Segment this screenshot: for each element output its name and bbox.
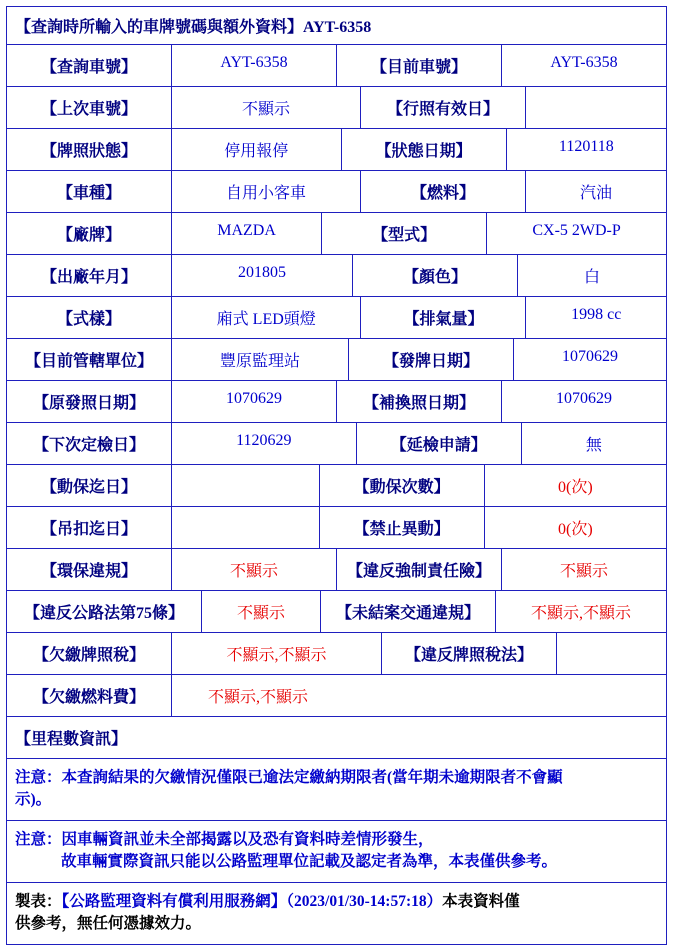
field-value-brand: MAZDA: [172, 213, 322, 254]
field-value-vehicle-type: 自用小客車: [172, 171, 361, 212]
field-label-displacement: 【排氣量】: [361, 297, 526, 338]
footer-site-name: 【公路監理資料有償利用服務網】: [61, 892, 287, 910]
field-value-transfer-ban: 0(次): [558, 521, 593, 538]
footer-row: [7, 882, 667, 944]
table-row: [7, 507, 667, 549]
field-value-unpaid-license-tax: 不顯示,不顯示: [172, 633, 382, 674]
field-label-status-date: 【狀態日期】: [342, 129, 507, 170]
field-value-current-plate: AYT-6358: [550, 54, 618, 71]
field-label-model: 【型式】: [322, 213, 487, 254]
table-row: [7, 87, 667, 129]
field-value-environmental-violation: 不顯示: [172, 549, 337, 590]
title-cell: [7, 7, 667, 45]
field-label-suspension-until: 【吊扣迄日】: [7, 507, 172, 548]
field-label-unpaid-fuel-fee: 【欠繳燃料費】: [7, 675, 172, 716]
field-label-reissue-license-date: 【補換照日期】: [337, 381, 502, 422]
field-value-suspension-until: [172, 507, 320, 548]
field-label-open-traffic-violations: 【未結案交通違規】: [321, 591, 496, 632]
mileage-row: [7, 717, 667, 759]
field-label-brand: 【廠牌】: [7, 213, 172, 254]
field-value-license-valid-date: [526, 87, 666, 128]
field-value-color: 白: [584, 269, 601, 286]
field-label-inspection-extension: 【延檢申請】: [357, 423, 522, 464]
field-value-chattel-mortgage-until: [172, 465, 320, 506]
field-value-next-inspection-date: 1120629: [172, 423, 357, 464]
field-value-plate-status: 停用報停: [172, 129, 342, 170]
field-value-displacement: 1998 cc: [571, 306, 622, 323]
footer-tail-1: 本表資料僅: [442, 892, 520, 910]
field-value-highway-act-75: 不顯示: [202, 591, 321, 632]
note-2-prefix: 注意：: [15, 830, 62, 848]
table-row: [7, 45, 667, 87]
field-value-unpaid-fuel-fee: 不顯示,不顯示: [208, 689, 309, 706]
note-2-line1: 因車輛資訊並未全部揭露以及恐有資料時差情形發生，: [61, 830, 434, 848]
query-title-value: AYT-6358: [303, 19, 372, 36]
table-row: [7, 549, 667, 591]
field-value-previous-plate: 不顯示: [172, 87, 361, 128]
table-row: [7, 129, 667, 171]
field-label-mileage-info: 【里程數資訊】: [15, 731, 128, 748]
field-value-query-plate: AYT-6358: [172, 45, 337, 86]
field-label-style: 【式樣】: [7, 297, 172, 338]
field-label-plate-issue-date: 【發牌日期】: [349, 339, 514, 380]
field-label-current-plate: 【目前車號】: [337, 45, 502, 86]
footer-tail-2: 供參考，無任何憑據效力。: [15, 915, 202, 933]
field-label-original-license-date: 【原發照日期】: [7, 381, 172, 422]
footer-timestamp: （2023/01/30-14:57:18）: [286, 892, 443, 910]
table-row: [7, 423, 667, 465]
table-title-row: [7, 7, 667, 45]
query-title-label: 【查詢時所輸入的車牌號碼與額外資料】: [15, 19, 304, 36]
field-label-compulsory-insurance-violation: 【違反強制責任險】: [337, 549, 502, 590]
field-value-style: 廂式 LED頭燈: [172, 297, 361, 338]
field-label-transfer-ban: 【禁止異動】: [320, 507, 485, 548]
field-value-open-traffic-violations: 不顯示,不顯示: [530, 605, 631, 622]
field-label-chattel-mortgage-count: 【動保次數】: [320, 465, 485, 506]
table-row: [7, 297, 667, 339]
field-label-next-inspection-date: 【下次定檢日】: [7, 423, 172, 464]
footer-prefix: 製表：: [15, 892, 62, 910]
field-value-compulsory-insurance-violation: 不顯示: [559, 563, 608, 580]
table-row: [7, 675, 667, 717]
field-label-unpaid-license-tax: 【欠繳牌照稅】: [7, 633, 172, 674]
field-label-license-valid-date: 【行照有效日】: [361, 87, 526, 128]
note-row: [7, 759, 667, 821]
note-1-prefix: 注意：: [15, 769, 62, 786]
field-value-chattel-mortgage-count: 0(次): [558, 479, 593, 496]
note-1: [7, 759, 666, 820]
field-value-fuel: 汽油: [579, 185, 612, 202]
note-2: [7, 821, 666, 882]
field-value-reissue-license-date: 1070629: [556, 390, 612, 407]
table-row: [7, 255, 667, 297]
field-label-highway-act-75: 【違反公路法第75條】: [7, 591, 202, 632]
field-label-vehicle-type: 【車種】: [7, 171, 172, 212]
field-value-model: CX-5 2WD-P: [532, 222, 621, 239]
field-value-manufacture-date: 201805: [172, 255, 353, 296]
table-row: [7, 591, 667, 633]
field-label-environmental-violation: 【環保違規】: [7, 549, 172, 590]
note-1-line2: 示)。: [15, 791, 52, 809]
table-row: [7, 381, 667, 423]
field-label-fuel: 【燃料】: [361, 171, 526, 212]
footer-note: [7, 883, 666, 944]
field-label-manufacture-date: 【出廠年月】: [7, 255, 172, 296]
vehicle-info-table: [6, 6, 667, 945]
field-label-current-authority: 【目前管轄單位】: [7, 339, 172, 380]
note-1-line1: 本查詢結果的欠繳情況僅限已逾法定繳納期限者(當年期未逾期限者不會顯: [61, 769, 563, 786]
field-label-chattel-mortgage-until: 【動保迄日】: [7, 465, 172, 506]
field-value-status-date: 1120118: [558, 138, 614, 155]
field-label-plate-status: 【牌照狀態】: [7, 129, 172, 170]
note-row: [7, 820, 667, 882]
field-label-license-tax-act-violation: 【違反牌照稅法】: [382, 633, 557, 674]
field-value-current-authority: 豐原監理站: [172, 339, 349, 380]
field-value-plate-issue-date: 1070629: [562, 348, 619, 365]
note-2-line2: 故車輛實際資訊只能以公路監理單位記載及認定者為準，本表僅供參考。: [61, 853, 558, 871]
table-row: [7, 339, 667, 381]
field-value-original-license-date: 1070629: [172, 381, 337, 422]
table-row: [7, 213, 667, 255]
table-row: [7, 171, 667, 213]
table-row: [7, 633, 667, 675]
field-label-color: 【顏色】: [353, 255, 518, 296]
field-value-license-tax-act-violation: [557, 633, 666, 674]
field-label-previous-plate: 【上次車號】: [7, 87, 172, 128]
table-row: [7, 465, 667, 507]
field-label-query-plate: 【查詢車號】: [7, 45, 172, 86]
field-value-inspection-extension: 無: [585, 437, 602, 454]
